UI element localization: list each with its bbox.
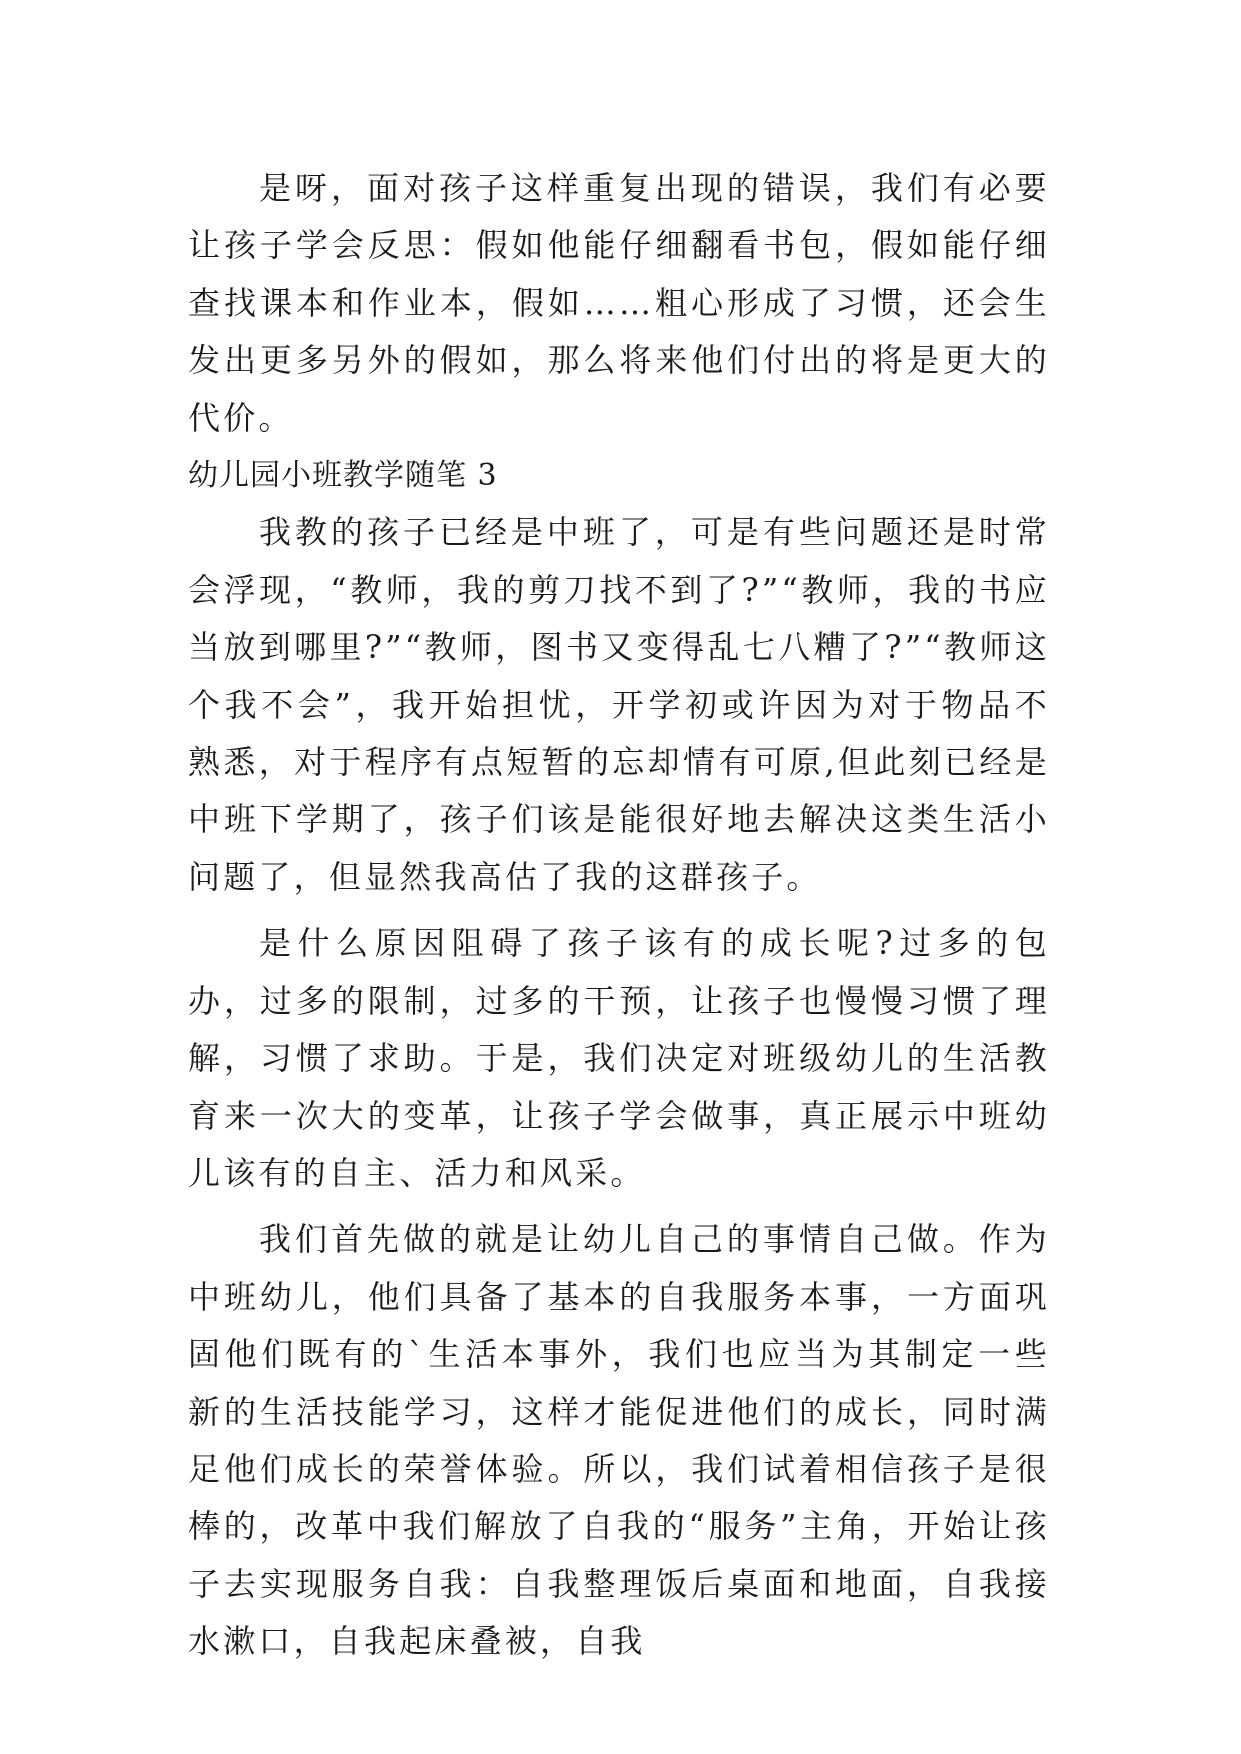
text-line: 程序有点短暂的忘却情有可原,但此刻已经是中班下学期了， (188, 743, 1050, 839)
text-line: 多的限制，过多的干预，让孩子也慢慢习惯了理解，习惯了 (188, 981, 1050, 1078)
text-line: 孩子们该是能很好地去解决这类生活小问题了，但显然我高 (188, 800, 1050, 896)
paragraph-middle-class-problems (188, 504, 1050, 906)
text-line: 整理饭后桌面和地面，自我接水漱口，自我起床叠被，自我 (188, 1564, 1050, 1661)
paragraph-growth-obstacles (188, 915, 1050, 1202)
paragraph-reflection (188, 160, 1050, 447)
text-line: 和风采。 (504, 1153, 646, 1192)
paragraph-gap (188, 1202, 1050, 1211)
text-line: 我教的孩子已经是中班了，可是有些问题还是时常会浮 (188, 513, 1050, 609)
text-line: 哪里?”“教师，图书又变得乱七八糟了?”“教师这个我不 (188, 628, 1050, 724)
text-line: 革，让孩子学会做事，真正展示中班幼儿该有的自主、活力 (188, 1096, 1050, 1192)
text-line: 是呀，面对孩子这样重复出现的错误，我们有必要让孩 (188, 169, 1050, 265)
text-line: 子学会反思：假如他能仔细翻看书包，假如能仔细查找课本 (188, 226, 1051, 322)
text-line: 是什么原因阻碍了孩子该有的成长呢?过多的包办，过 (188, 924, 1050, 1020)
text-line: 体验。所以，我们试着相信孩子是很棒的，改革中我们解放 (188, 1449, 1051, 1546)
text-line: 估了我的这群孩子。 (504, 857, 822, 896)
text-line: 求助。于是，我们决定对班级幼儿的生活教育来一次大的变 (188, 1039, 1050, 1135)
text-line: 现，“教师，我的剪刀找不到了?”“教师，我的书应当放到 (188, 570, 1050, 667)
text-line: 学习，这样才能促进他们的成长，同时满足他们成长的荣誉 (188, 1392, 1050, 1488)
document-body (188, 160, 1050, 1671)
text-line: 和作业本，假如……粗心形成了习惯，还会生发出更多另外 (188, 283, 1050, 380)
text-line: 我们首先做的就是让幼儿自己的事情自己做。作为中班 (188, 1220, 1050, 1316)
text-line: 了自我的“服务”主角，开始让孩子去实现服务自我：自我 (188, 1507, 1050, 1603)
text-line: 有的`生活本事外，我们也应当为其制定一些新的生活技能 (188, 1335, 1050, 1431)
paragraph-self-service (188, 1211, 1050, 1670)
text-line: 幼儿，他们具备了基本的自我服务本事，一方面巩固他们既 (188, 1277, 1051, 1374)
section-heading: 幼儿园小班教学随笔 3 (188, 458, 498, 494)
paragraph-gap (188, 906, 1050, 915)
text-line: 会”，我开始担忧，开学初或许因为对于物品不熟悉，对于 (188, 685, 1050, 782)
text-line: 的假如，那么将来他们付出的将是更大的代价。 (188, 341, 1050, 437)
